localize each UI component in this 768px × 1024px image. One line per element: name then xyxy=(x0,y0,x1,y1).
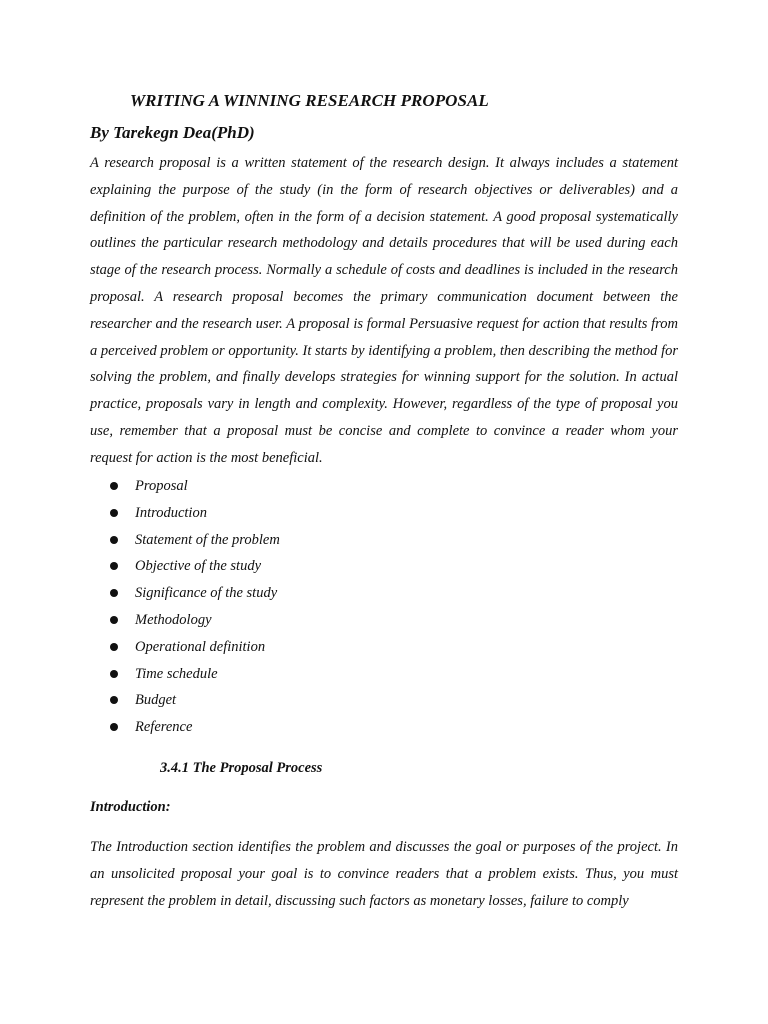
bullet-icon xyxy=(110,696,118,704)
section-heading: 3.4.1 The Proposal Process xyxy=(160,760,323,776)
list-item-label: Reference xyxy=(135,719,193,736)
bullet-icon xyxy=(110,536,118,544)
author-byline: By Tarekegn Dea(PhD) xyxy=(90,123,255,142)
list-item-label: Budget xyxy=(135,692,177,709)
list-item-label: Introduction xyxy=(135,504,207,521)
bullet-icon xyxy=(110,723,118,731)
list-item-label: Significance of the study xyxy=(135,585,278,602)
list-item-label: Methodology xyxy=(135,611,212,628)
document-title: WRITING A WINNING RESEARCH PROPOSAL xyxy=(130,91,489,110)
list-item-label: Proposal xyxy=(135,478,188,494)
introduction-heading: Introduction: xyxy=(90,799,171,815)
list-item-label: Time schedule xyxy=(135,665,218,682)
bullet-icon xyxy=(110,509,118,517)
bullet-icon xyxy=(110,643,118,651)
introduction-paragraph: The Introduction section identifies the problem and discusses the goal or purposes of the project. In an unsolicited proposal your goal is to convince readers that a problem exists. Thus, you must represent the problem in detail, discussing such factors as monetary losses, failure to comply xyxy=(90,839,678,909)
list-item-label: Operational definition xyxy=(135,638,266,655)
list-item-label: Statement of the problem xyxy=(135,531,280,548)
bullet-icon xyxy=(110,670,118,678)
bullet-icon xyxy=(110,482,118,490)
bullet-icon xyxy=(110,562,118,570)
bullet-icon xyxy=(110,589,118,597)
list-item-label: Objective of the study xyxy=(135,558,262,575)
bullet-icon xyxy=(110,616,118,624)
intro-paragraph: A research proposal is a written statement of the research design. It always includes a statement explaining the purpose of the study (in the form of research objectives or deliverables) and a definition of the problem, often in the form of a decision statement. A good proposal systematically outlines the particular research methodology and details procedures that will be used during each stage of the research process. Normally a schedule of costs and deadlines is included in the research proposal. A research proposal becomes the primary communication document between the researcher and the research user. A proposal is formal Persuasive request for action that results from a perceived problem or opportunity. It starts by identifying a problem, then describing the method for solving the problem, and finally develops strategies for winning support for the solution. In actual practice, proposals vary in length and complexity. However, regardless of the type of proposal you use, remember that a proposal must be concise and complete to convince a reader whom your request for action is the most beneficial. xyxy=(90,155,678,466)
